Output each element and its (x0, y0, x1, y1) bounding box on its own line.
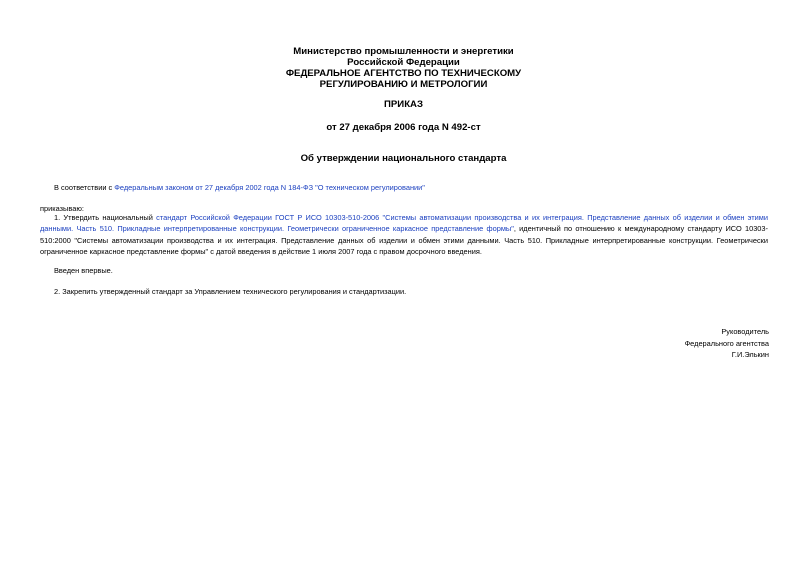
issuer-agency-line1: ФЕДЕРАЛЬНОЕ АГЕНТСТВО ПО ТЕХНИЧЕСКОМУ (285, 68, 522, 79)
signatory-name: Г.И.Элькин (731, 350, 769, 359)
signatory-position-line1: Руководитель (721, 327, 769, 336)
issuer-ministry: Министерство промышленности и энергетики (293, 46, 514, 57)
preamble-paragraph (54, 182, 425, 193)
order-title: ПРИКАЗ (384, 99, 423, 110)
order-subject: Об утверждении национального стандарта (300, 153, 507, 164)
issuer-agency-line2: РЕГУЛИРОВАНИЮ И МЕТРОЛОГИИ (319, 79, 488, 90)
item-1-prefix: 1. Утвердить национальный (54, 213, 157, 222)
preamble-prefix: В соответствии с (54, 183, 115, 192)
item-1-suffix: , идентичный по отношению к международному стандарту ИСО 10303-510:2000 "Системы автоматизации производства и их интеграция. Представление данных об изделии и обмен этими данными. Часть 510. Прикладные интерпретированные конструкции. Геометрически ограниченное каркасное представление формы" с датой введения в действие 1 июля 2007 года с правом досрочного введения. (40, 224, 768, 256)
signatory-position-line2: Федерального агентства (684, 338, 769, 348)
decree-word: приказываю: (40, 204, 84, 213)
first-introduced-note: Введен впервые. (54, 266, 113, 275)
federal-law-link[interactable]: Федеральным законом от 27 декабря 2002 года N 184-ФЗ "О техническом регулировании" (114, 183, 425, 192)
standard-link[interactable]: стандарт Российской Федерации ГОСТ Р ИСО 10303-510-2006 "Системы автоматизации производства и их интеграция. Представление данных об изделии и обмен этими данными. Часть 510. Прикладные интерпретированные конструкции. Геометрически ограниченное каркасное представление формы" (40, 213, 768, 234)
item-2-paragraph: 2. Закрепить утвержденный стандарт за Управлением технического регулирования и стандартизации. (54, 287, 407, 296)
signature-block (685, 326, 769, 361)
item-1-paragraph (40, 212, 768, 257)
issuer-header (0, 46, 807, 90)
order-date: от 27 декабря 2006 года N 492-ст (326, 122, 481, 133)
issuer-country: Российской Федерации (347, 57, 460, 68)
